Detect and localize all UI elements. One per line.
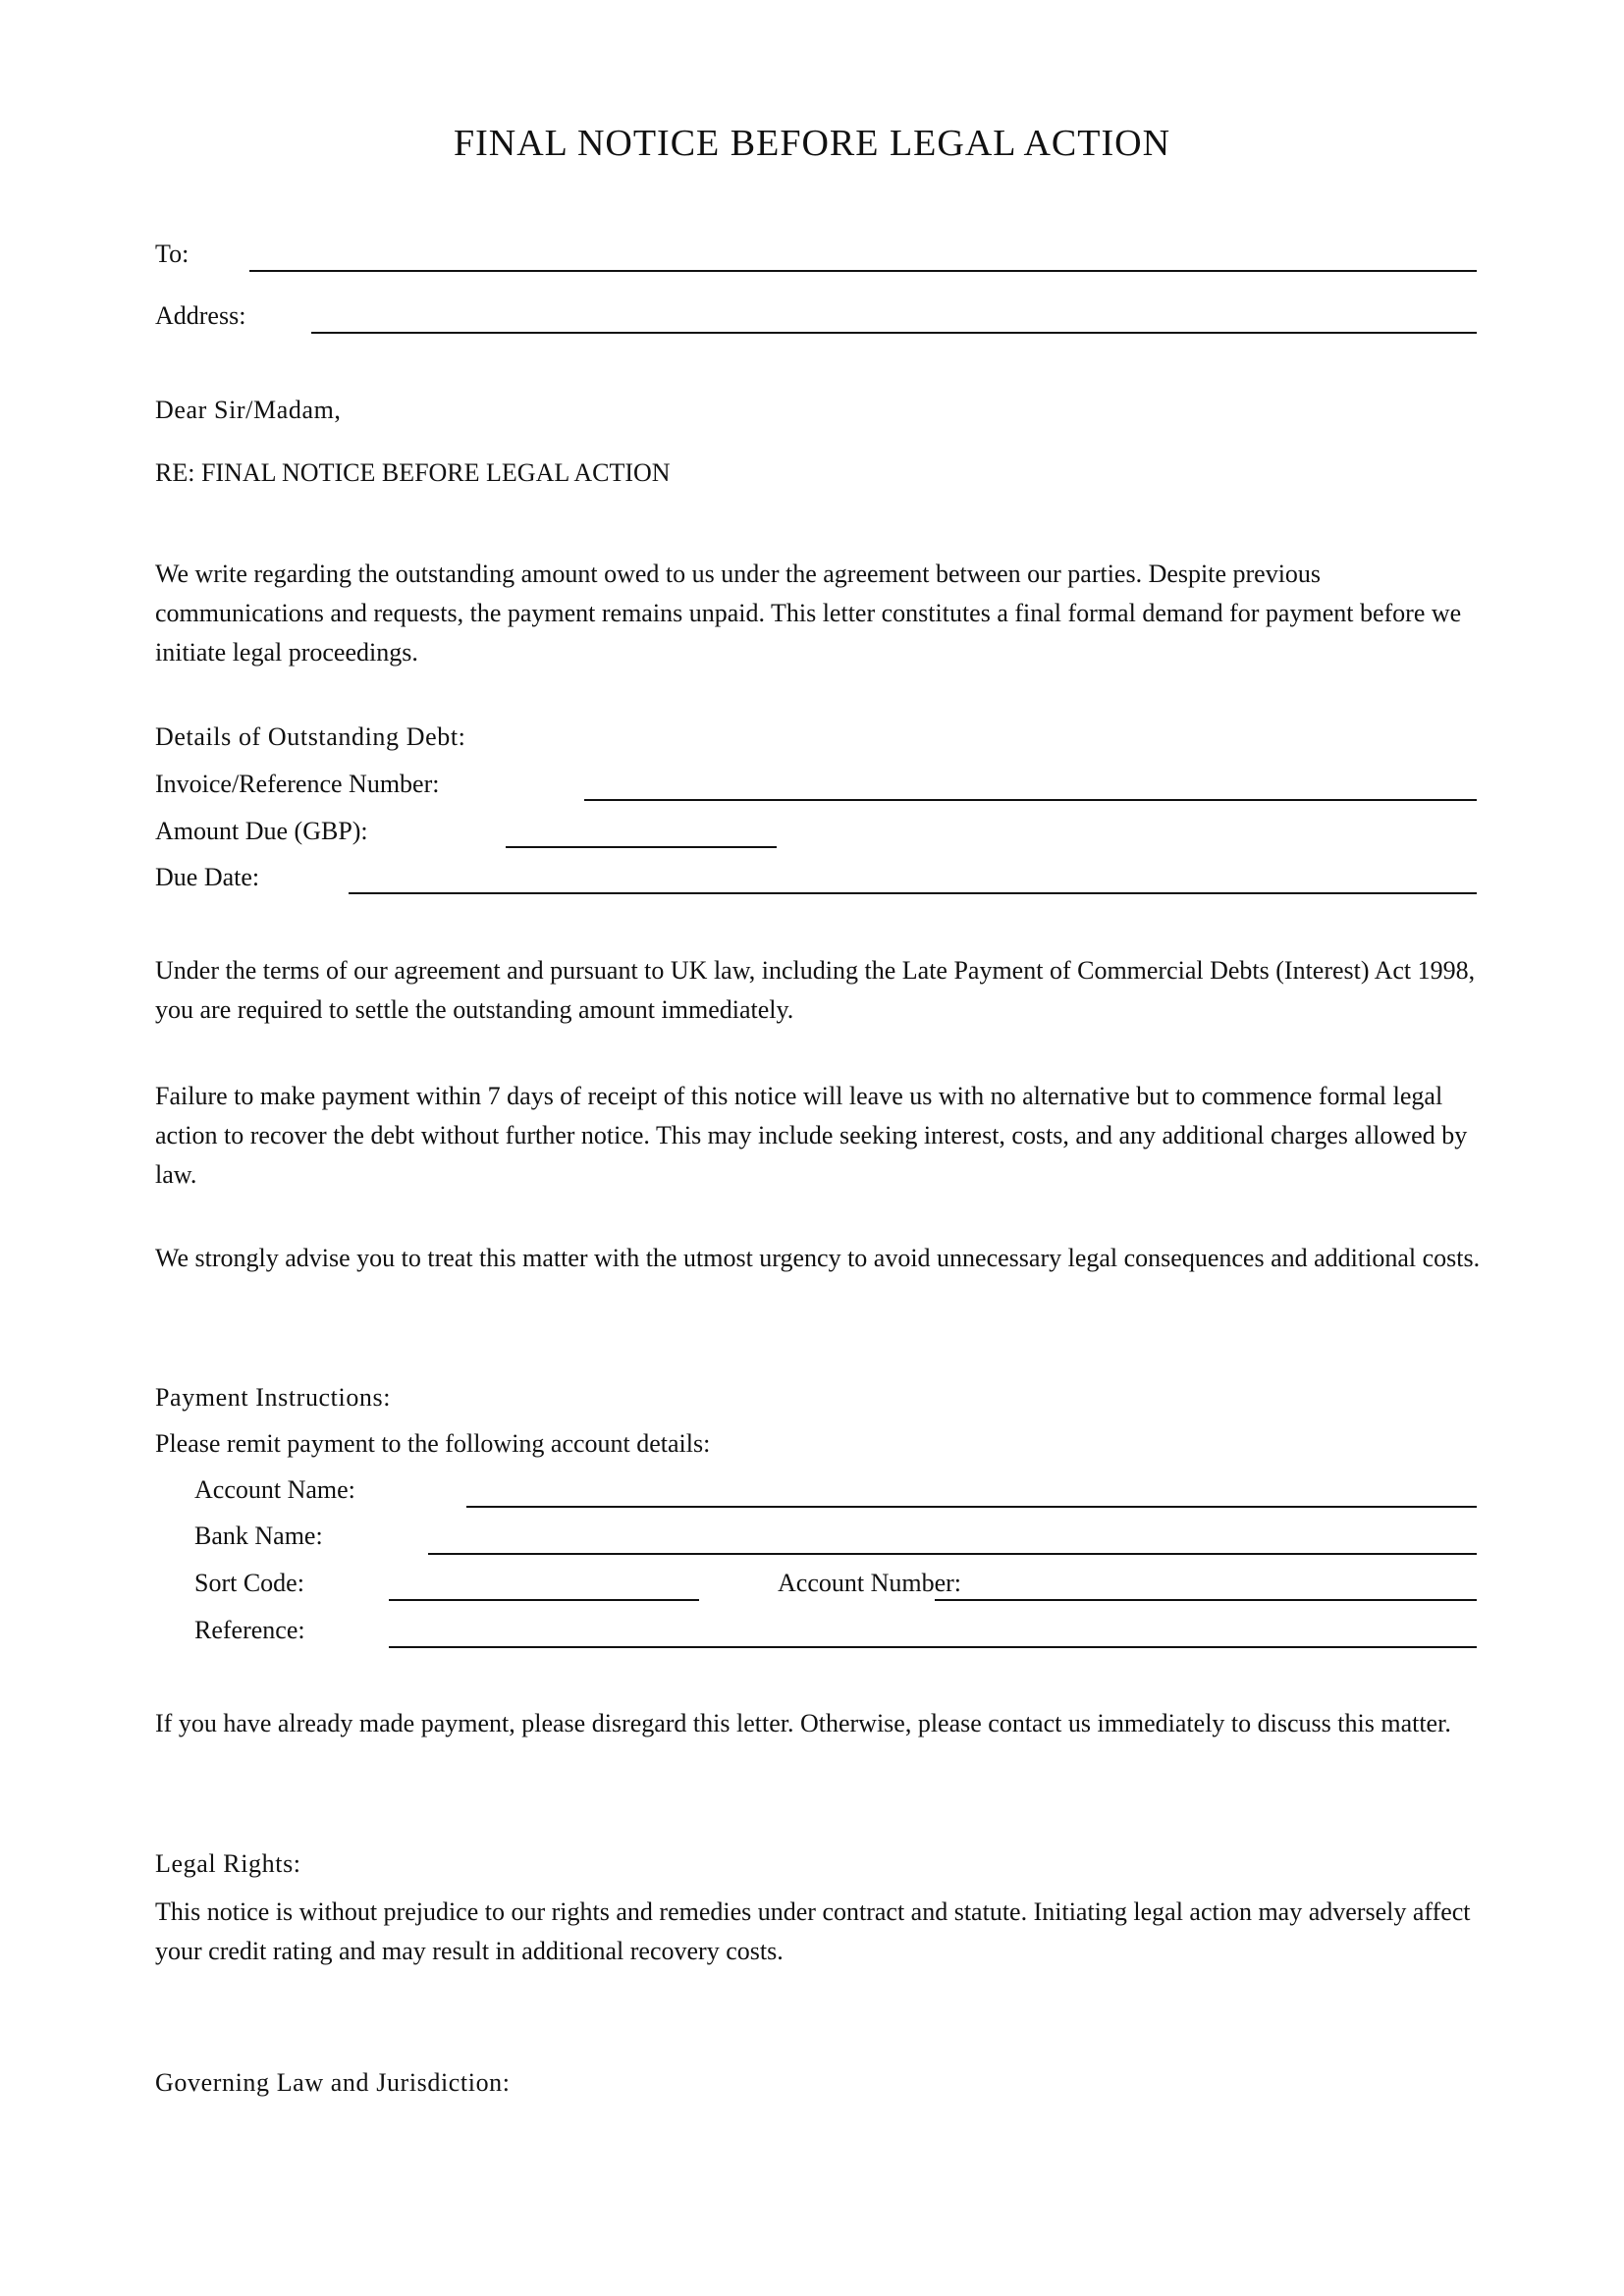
address-label: Address:	[155, 301, 246, 330]
subject-line: RE: FINAL NOTICE BEFORE LEGAL ACTION	[155, 458, 671, 487]
legal-rights-heading: Legal Rights:	[155, 1849, 301, 1878]
disregard-paragraph: If you have already made payment, please disregard this letter. Otherwise, please contact us immediately to discuss this matter.	[155, 1709, 1451, 1737]
account-name-field-line[interactable]	[466, 1506, 1477, 1508]
invoice-label: Invoice/Reference Number:	[155, 770, 440, 798]
terms-paragraph: Under the terms of our agreement and pursuant to UK law, including the Late Payment of Commercial Debts (Interest) Act 1998, you are required to settle the outstanding amount immediately.	[155, 956, 1476, 1024]
to-label: To:	[155, 240, 189, 268]
sort-code-label: Sort Code:	[194, 1569, 304, 1597]
salutation: Dear Sir/Madam,	[155, 396, 342, 424]
document-title: FINAL NOTICE BEFORE LEGAL ACTION	[453, 123, 1171, 164]
reference-label: Reference:	[194, 1616, 305, 1644]
due-date-label: Due Date:	[155, 863, 260, 891]
account-name-label: Account Name:	[194, 1475, 355, 1504]
account-number-field-line[interactable]	[935, 1599, 1477, 1601]
address-field-line[interactable]	[311, 332, 1477, 334]
bank-name-field-line[interactable]	[428, 1553, 1477, 1555]
invoice-field-line[interactable]	[584, 799, 1477, 801]
legal-rights-paragraph: This notice is without prejudice to our rights and remedies under contract and statute. Initiating legal action may adversely affect your credit rating and may result in additional recovery costs.	[155, 1897, 1471, 1965]
debt-heading: Details of Outstanding Debt:	[155, 722, 466, 751]
amount-field-line[interactable]	[506, 846, 777, 848]
reference-field-line[interactable]	[389, 1646, 1477, 1648]
sort-code-field-line[interactable]	[389, 1599, 699, 1601]
to-field-line[interactable]	[249, 270, 1477, 272]
due-date-field-line[interactable]	[349, 892, 1477, 894]
advice-paragraph: We strongly advise you to treat this matter with the utmost urgency to avoid unnecessary legal consequences and additional costs.	[155, 1244, 1481, 1272]
payment-heading: Payment Instructions:	[155, 1383, 392, 1412]
account-number-label: Account Number:	[778, 1569, 962, 1597]
amount-label: Amount Due (GBP):	[155, 817, 368, 845]
governing-law-heading: Governing Law and Jurisdiction:	[155, 2068, 511, 2097]
payment-intro: Please remit payment to the following account details:	[155, 1429, 711, 1458]
failure-paragraph: Failure to make payment within 7 days of receipt of this notice will leave us with no alternative but to commence formal legal action to recover the debt without further notice. This may include seeking interest, costs, and any additional charges allowed by law.	[155, 1082, 1468, 1189]
bank-name-label: Bank Name:	[194, 1522, 323, 1550]
intro-paragraph: We write regarding the outstanding amount owed to us under the agreement between our parties. Despite previous communications and requests, the payment remains unpaid. This letter constitutes a final formal demand for payment before we initiate legal proceedings.	[155, 560, 1462, 667]
